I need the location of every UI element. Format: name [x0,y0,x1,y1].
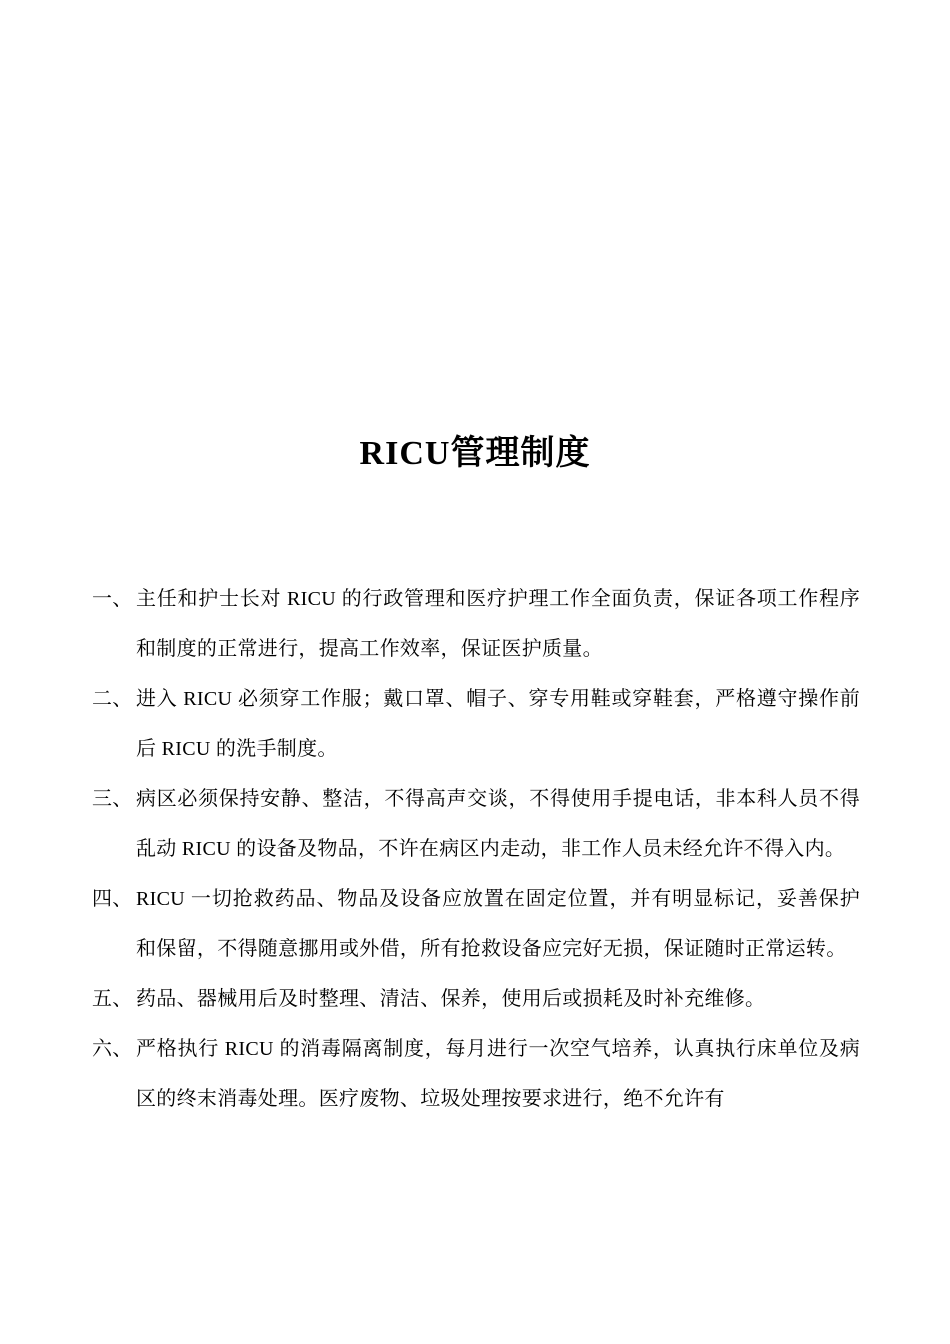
rule-text: 进入 RICU 必须穿工作服；戴口罩、帽子、穿专用鞋或穿鞋套，严格遵守操作前后 RICU 的洗手制度。 [136,688,860,760]
rule-number: 二、 [92,688,133,710]
rule-number: 五、 [92,988,133,1010]
rule-number: 六、 [92,1038,133,1060]
rule-text: 严格执行 RICU 的消毒隔离制度，每月进行一次空气培养，认真执行床单位及病区的终末消毒处理。医疗废物、垃圾处理按要求进行，绝不允许有 [136,1038,860,1110]
rule-text: 病区必须保持安静、整洁，不得高声交谈，不得使用手提电话，非本科人员不得乱动 RICU 的设备及物品，不许在病区内走动，非工作人员未经允许不得入内。 [136,788,860,860]
rule-number: 三、 [92,788,133,810]
rule-item-3 [92,774,860,874]
rule-item-6 [92,1024,860,1124]
rule-item-5 [92,974,860,1024]
rule-text: 主任和护士长对 RICU 的行政管理和医疗护理工作全面负责，保证各项工作程序和制度的正常进行，提高工作效率，保证医护质量。 [136,588,860,660]
rule-item-4 [92,874,860,974]
rule-number: 一、 [92,588,133,610]
rule-item-1 [92,574,860,674]
document-title: RICU管理制度 [359,435,591,472]
rules-list [92,574,860,1124]
rule-text: RICU 一切抢救药品、物品及设备应放置在固定位置，并有明显标记，妥善保护和保留，不得随意挪用或外借，所有抢救设备应完好无损，保证随时正常运转。 [136,888,860,960]
rule-text: 药品、器械用后及时整理、清洁、保养，使用后或损耗及时补充维修。 [136,988,766,1010]
rule-number: 四、 [92,888,133,910]
rule-item-2 [92,674,860,774]
